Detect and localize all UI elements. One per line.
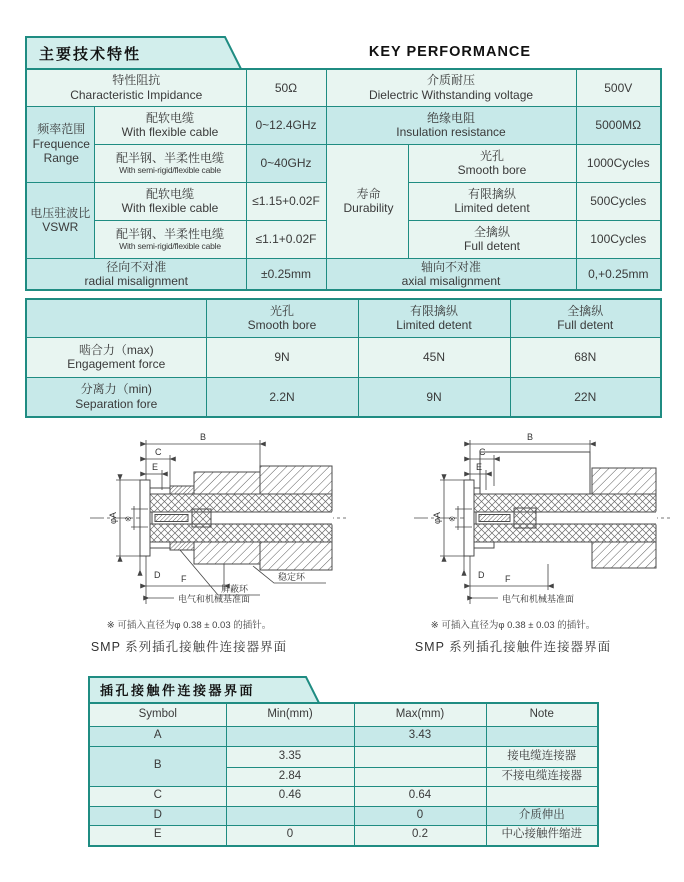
- cell-impedance-label: 特性阻抗 Characteristic Impidance: [26, 69, 246, 106]
- col-header-min: Min(mm): [226, 703, 354, 726]
- cell-b-symbol: B: [89, 746, 226, 786]
- nose-step-top: [150, 488, 170, 494]
- cell-smooth-bore-value: 1000Cycles: [576, 144, 661, 182]
- force-table: [25, 298, 662, 418]
- nose-step-top: [474, 488, 480, 494]
- cell-vswr-semirigid-value: ≤1.1+0.02F: [246, 220, 326, 258]
- cell-d-min: [226, 806, 354, 825]
- figure-note: ※ 可插入直径为φ 0.38 ± 0.03 的插针。: [430, 620, 596, 631]
- dim-c-label: C: [155, 447, 162, 457]
- dim-a-label: φA: [432, 512, 442, 524]
- cell-engagement-smooth: 9N: [206, 337, 358, 377]
- cell-durability-label: 寿命 Durability: [326, 144, 408, 258]
- dim-e-label: E: [152, 462, 159, 472]
- shield-ring-label: 屏蔽环: [221, 584, 249, 594]
- table-row: [89, 786, 598, 806]
- shield-ring-top: [170, 486, 194, 494]
- cell-separation-label: 分离力（min) Separation fore: [26, 377, 206, 417]
- cell-dielectric-value: 500V: [576, 69, 661, 106]
- cell-insulation-label: 绝缘电阻 Insulation resistance: [326, 106, 576, 144]
- cell-insulation-value: 5000MΩ: [576, 106, 661, 144]
- figure-connector-left: [28, 428, 350, 655]
- cell-vswr-semirigid-label: 配半钢、半柔性电缆 With semi-rigid/flexible cable: [94, 220, 246, 258]
- cell-c-max: 0.64: [354, 786, 486, 806]
- cell-force-head-full: 全擒纵 Full detent: [510, 299, 661, 337]
- cell-limited-detent-label: 有限擒纵 Limited detent: [408, 182, 576, 220]
- front-flange: [140, 480, 150, 556]
- cell-a-max: 3.43: [354, 726, 486, 746]
- dim-b-label: B: [200, 432, 207, 442]
- cell-vswr-label: 电压驻波比 VSWR: [26, 182, 94, 258]
- cell-a-symbol: A: [89, 726, 226, 746]
- cell-vswr-flexible-label: 配软电缆 With flexible cable: [94, 182, 246, 220]
- main-spec-table: [25, 68, 662, 291]
- body-block-top: [260, 466, 332, 494]
- dim-d-label: D: [478, 570, 485, 580]
- tab-title-cn: 主要技术特性: [39, 46, 142, 63]
- cell-axial-label: 轴向不对准 axial misalignment: [326, 258, 576, 290]
- table-row: [89, 825, 598, 846]
- cell-d-symbol: D: [89, 806, 226, 825]
- table-row: [89, 806, 598, 825]
- dim-f-label: F: [181, 574, 187, 584]
- cell-b1-min: 3.35: [226, 746, 354, 767]
- drawing-body: [414, 452, 670, 568]
- key-performance-title: KEY PERFORMANCE: [368, 44, 532, 60]
- body-block-bottom: [260, 542, 332, 570]
- interface-table: [88, 702, 599, 847]
- dim-e-label: E: [476, 462, 483, 472]
- body-block-bottom: [592, 542, 656, 568]
- figure-connector-right: [352, 428, 674, 655]
- table-row: [89, 726, 598, 746]
- dim-star-label: ※: [124, 515, 133, 522]
- cell-c-symbol: C: [89, 786, 226, 806]
- cell-b2-min: 2.84: [226, 767, 354, 786]
- outer-shell-top: [194, 472, 260, 494]
- cell-e-symbol: E: [89, 825, 226, 846]
- table-row: [89, 746, 598, 767]
- cell-d-max: 0: [354, 806, 486, 825]
- reference-plane-label: 电气和机械基准面: [502, 594, 575, 604]
- cell-c-note: [486, 786, 598, 806]
- cell-force-head-limited: 有限擒纵 Limited detent: [358, 299, 510, 337]
- cell-b2-note: 不接电缆连接器: [486, 767, 598, 786]
- figure-caption: SMP 系列插孔接触件连接器界面: [414, 640, 612, 654]
- cell-freq-flexible-value: 0~12.4GHz: [246, 106, 326, 144]
- col-header-symbol: Symbol: [89, 703, 226, 726]
- tab-title-cn: 插孔接触件连接器界面: [100, 683, 256, 698]
- cell-full-detent-value: 100Cycles: [576, 220, 661, 258]
- cell-dielectric-label: 介质耐压 Dielectric Withstanding voltage: [326, 69, 576, 106]
- col-header-note: Note: [486, 703, 598, 726]
- section-tab-key-performance: [25, 36, 253, 69]
- cell-b1-note: 接电缆连接器: [486, 746, 598, 767]
- cell-separation-full: 22N: [510, 377, 661, 417]
- cell-engagement-label: 啮合力（max) Engagement force: [26, 337, 206, 377]
- outer-shell-bottom: [194, 542, 260, 564]
- dim-a-label: φA: [108, 512, 118, 524]
- coupling-body-outline: [480, 452, 590, 494]
- stable-ring-label: 稳定环: [278, 572, 306, 582]
- cell-a-min: [226, 726, 354, 746]
- front-flange: [464, 480, 474, 556]
- cell-b2-max: [354, 767, 486, 786]
- cell-freq-flexible-label: 配软电缆 With flexible cable: [94, 106, 246, 144]
- dim-d-label: D: [154, 570, 161, 580]
- cell-radial-label: 径向不对准 radial misalignment: [26, 258, 246, 290]
- col-header-max: Max(mm): [354, 703, 486, 726]
- cell-e-max: 0.2: [354, 825, 486, 846]
- socket-contact: [155, 515, 188, 522]
- cell-full-detent-label: 全擒纵 Full detent: [408, 220, 576, 258]
- connector-cross-section-drawing: [28, 428, 350, 610]
- cell-radial-value: ±0.25mm: [246, 258, 326, 290]
- cell-vswr-flexible-value: ≤1.15+0.02F: [246, 182, 326, 220]
- cell-engagement-limited: 45N: [358, 337, 510, 377]
- cell-force-corner: [26, 299, 206, 337]
- reference-plane-label: 电气和机械基准面: [178, 594, 251, 604]
- dielectric-plug: [192, 509, 211, 527]
- cell-frequency-range-label: 频率范围 Frequence Range: [26, 106, 94, 182]
- nose-step-bottom: [474, 542, 494, 548]
- cell-freq-semirigid-label: 配半钢、半柔性电缆 With semi-rigid/flexible cable: [94, 144, 246, 182]
- cell-separation-limited: 9N: [358, 377, 510, 417]
- socket-contact: [479, 515, 510, 522]
- connector-cross-section-drawing: [352, 428, 674, 610]
- cell-force-head-smooth: 光孔 Smooth bore: [206, 299, 358, 337]
- cell-smooth-bore-label: 光孔 Smooth bore: [408, 144, 576, 182]
- cell-impedance-value: 50Ω: [246, 69, 326, 106]
- cell-limited-detent-value: 500Cycles: [576, 182, 661, 220]
- cell-separation-smooth: 2.2N: [206, 377, 358, 417]
- cell-axial-value: 0,+0.25mm: [576, 258, 661, 290]
- cell-b1-max: [354, 746, 486, 767]
- dielectric-plug: [514, 508, 536, 528]
- figure-caption: SMP 系列插孔接触件连接器界面: [90, 640, 288, 654]
- dim-b-label: B: [527, 432, 534, 442]
- body-block-top: [592, 468, 656, 494]
- cell-e-note: 中心接触件缩进: [486, 825, 598, 846]
- dim-star-label: ※: [448, 515, 457, 522]
- cell-freq-semirigid-value: 0~40GHz: [246, 144, 326, 182]
- dim-c-label: C: [479, 447, 486, 457]
- cell-a-note: [486, 726, 598, 746]
- cell-d-note: 介质伸出: [486, 806, 598, 825]
- cell-c-min: 0.46: [226, 786, 354, 806]
- nose-step-bottom: [150, 542, 170, 548]
- section-tab-interface: [88, 676, 333, 703]
- cell-engagement-full: 68N: [510, 337, 661, 377]
- cell-e-min: 0: [226, 825, 354, 846]
- figure-note: ※ 可插入直径为φ 0.38 ± 0.03 的插针。: [106, 620, 272, 631]
- shield-ring-bottom: [170, 542, 194, 550]
- dim-f-label: F: [505, 574, 511, 584]
